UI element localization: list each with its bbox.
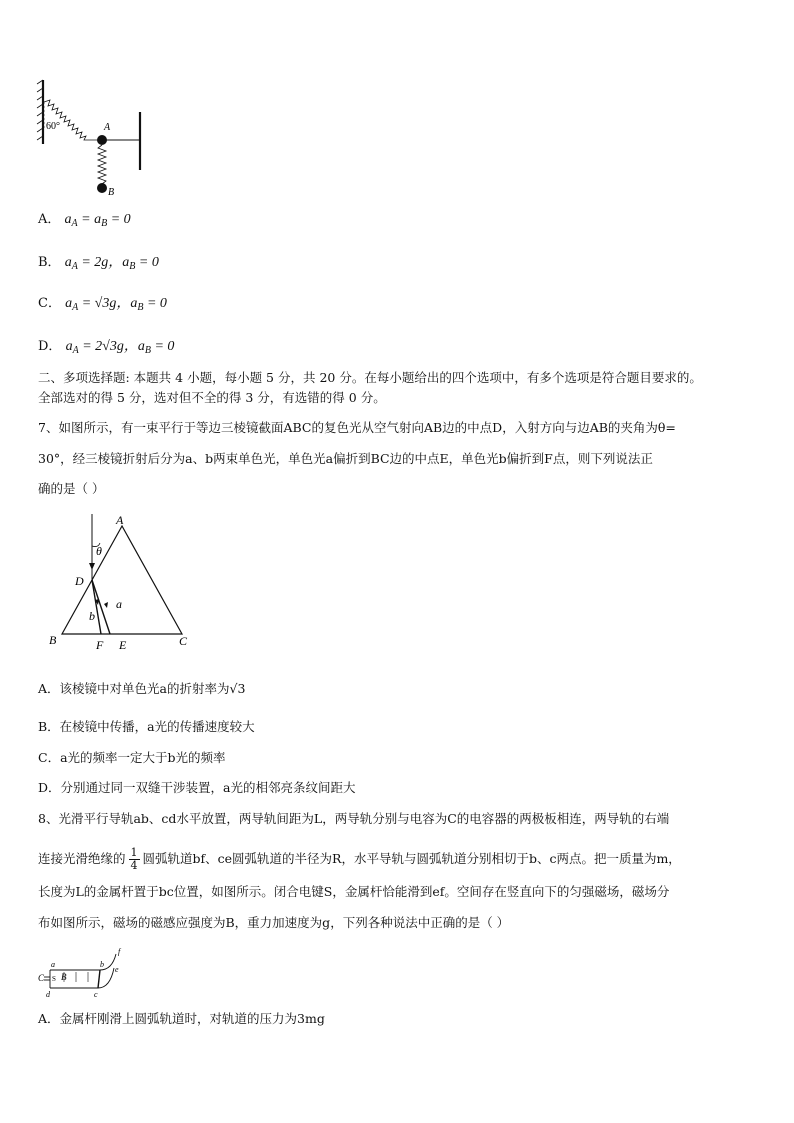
section2-line1: 二、多项选择题: 本题共 4 小题，每小题 5 分，共 20 分。在每小题给出的四个选项中，有多个选项是符合题目要求的。 [38,370,702,385]
angle-label: 60° [46,121,60,132]
svg-text:c: c [94,990,98,999]
svg-text:b: b [100,960,104,969]
figure-rail-circuit [36,944,136,1000]
q6-option-c: C． $a_A = √3g$，$a_B = 0$ [38,296,167,313]
fraction-quarter: $\frac{1}{4}$ [130,846,138,872]
q8-option-a: A．金属杆刚滑上圆弧轨道时，对轨道的压力为3mg [38,1011,325,1026]
q7-option-b: B．在棱镜中传播，a光的传播速度较大 [38,719,255,734]
svg-text:C: C [38,973,45,983]
ray-b [92,580,101,634]
q6-option-b: B． $a_A = 2g$，$a_B = 0$ [38,255,159,272]
q7-option-a: A．该棱镜中对单色光a的折射率为√3 [38,681,246,696]
svg-text:e: e [115,965,119,974]
q7-line3: 确的是（ ） [38,481,105,496]
q6-option-d: D． $a_A = 2√3g$，$a_B = 0$ [38,339,175,356]
svg-text:θ: θ [96,544,102,558]
svg-text:C: C [179,634,188,648]
svg-text:B: B [49,633,57,647]
q6-option-a: A． $a_A = a_B = 0$ [38,212,131,229]
label-a: A [104,122,111,133]
svg-text:A: A [116,513,124,527]
svg-text:E: E [119,638,127,652]
ball-b [97,183,107,193]
q8-line2: 连接光滑绝缘的 $\frac{1}{4}$ 圆弧轨道bf、ce圆弧轨道的半径为R，水平导轨与圆弧轨道分别相切于b、c两点。把一质量为m， [38,846,681,872]
svg-text:a: a [116,597,122,611]
q7-option-c: C．a光的频率一定大于b光的频率 [38,750,226,765]
figure-prism [44,508,204,656]
q8-line3: 长度为L的金属杆置于bc位置，如图所示。闭合电键S，金属杆恰能滑到ef。空间存在竖直向下的匀强磁场，磁场分 [38,884,670,899]
q7-line2: 30°，经三棱镜折射后分为a、b两束单色光，单色光a偏折到BC边的中点E，单色光b偏折到F点，则下列说法正 [38,451,653,466]
q7-option-d: D．分别通过同一双缝干涉装置，a光的相邻亮条纹间距大 [38,780,356,795]
svg-text:a: a [51,960,55,969]
svg-text:f: f [118,947,121,956]
q8-line4: 布如图所示，磁场的磁感应强度为B，重力加速度为g，下列各种说法中正确的是（ ） [38,915,510,930]
q8-line1: 8、光滑平行导轨ab、cd水平放置，两导轨间距为L，两导轨分别与电容为C的电容器的两极板相连，两导轨的右端 [38,811,670,826]
svg-text:S: S [52,975,56,983]
label-b: B [108,187,115,198]
ray-a [92,580,110,634]
q7-line1: 7、如图所示，有一束平行于等边三棱镜截面ABC的复色光从空气射向AB边的中点D，入射方向与边AB的夹角为θ= [38,420,676,435]
figure-spring-system [36,78,156,200]
section2-line2: 全部选对的得 5 分，选对但不全的得 3 分，有选错的得 0 分。 [38,390,386,405]
svg-text:d: d [46,990,50,999]
svg-text:B: B [61,972,67,982]
svg-text:D: D [75,574,84,588]
svg-text:b: b [89,609,95,623]
svg-text:F: F [96,638,104,652]
